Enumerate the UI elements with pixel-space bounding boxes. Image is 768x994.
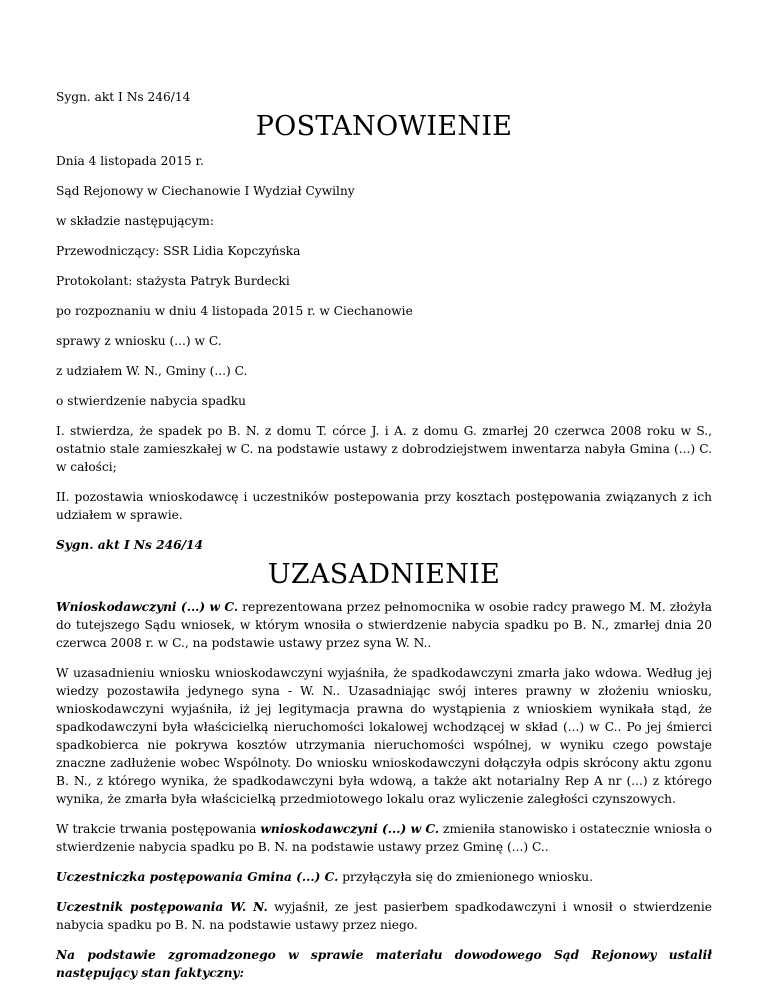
presiding-judge: Przewodniczący: SSR Lidia Kopczyńska	[56, 244, 301, 258]
participant-name: Uczestniczka postępowania Gmina (...) C.	[56, 870, 339, 884]
case-participants: z udziałem W. N., Gminy (...) C.	[56, 364, 248, 378]
ruling-point-1: I. stwierdza, że spadek po B. N. z domu T. córce J. i A. z domu G. zmarłej 20 czerwca 2008 roku w S., ostatnio stale zamieszkałej w C. na podstawie ustawy z dobrodziejstwem inwentarza nabyła Gmina (...) C. w całości;	[56, 424, 712, 474]
participant-name: Uczestnik postępowania W. N.	[56, 900, 268, 914]
justification-title: UZASADNIENIE	[267, 559, 501, 590]
justification-paragraph-5	[56, 898, 712, 934]
ruling-point-2: II. pozostawia wnioskodawcę i uczestników postepowania przy kosztach postępowania związanych z ich udziałem w sprawie.	[56, 490, 712, 522]
paragraph-text: zmieniła stanowisko i ostatecznie wniosła o stwierdzenie nabycia spadku po B. N. na podstawie ustawy przez Gminę (...) C..	[56, 822, 712, 854]
applicant-name: Wnioskodawczyni (...) w C.	[56, 600, 239, 614]
case-applicant: sprawy z wniosku (...) w C.	[56, 334, 222, 348]
court-name: Sąd Rejonowy w Ciechanowie I Wydział Cywilny	[56, 184, 355, 198]
paragraph-text: przyłączyła się do zmienionego wniosku.	[338, 870, 594, 884]
justification-paragraph-4	[56, 868, 712, 886]
justification-paragraph-3	[56, 820, 712, 856]
case-reference: Sygn. akt I Ns 246/14	[56, 90, 191, 104]
paragraph-text: wyjaśnił, ze jest pasierbem spadkodawczyni i wnosił o stwierdzenie nabycia spadku po B. N. na podstawie ustawy przez niego.	[56, 900, 712, 932]
hearing-line: po rozpoznaniu w dniu 4 listopada 2015 r. w Ciechanowie	[56, 304, 413, 318]
findings-heading: Na podstawie zgromadzonego w sprawie materiału dowodowego Sąd Rejonowy ustalił następujący stan faktyczny:	[56, 948, 712, 980]
court-clerk: Protokolant: stażysta Patryk Burdecki	[56, 274, 290, 288]
applicant-name: wnioskodawczyni (...) w C.	[260, 822, 440, 836]
case-subject: o stwierdzenie nabycia spadku	[56, 394, 247, 408]
justification-paragraph-1	[56, 598, 712, 652]
date-line: Dnia 4 listopada 2015 r.	[56, 154, 204, 168]
justification-case-reference: Sygn. akt I Ns 246/14	[56, 538, 204, 552]
composition-heading: w składzie następującym:	[56, 214, 214, 228]
paragraph-text: reprezentowana przez pełnomocnika w osobie radcy prawego M. M. złożyła do tutejszego Sądu wniosek, w którym wnosiła o stwierdzenie nabycia spadku po B. N., zmarłej dnia 20 czerwca 2008 r. w C., na podstawie ustawy przez syna W. N..	[56, 600, 712, 650]
document-title: POSTANOWIENIE	[255, 111, 513, 142]
justification-paragraph-2: W uzasadnieniu wniosku wnioskodawczyni wyjaśniła, że spadkodawczyni zmarła jako wdowa. Według jej wiedzy pozostawiła jedynego syna - W. N.. Uzasadniając swój interes prawny w złożeniu wniosku, wnioskodawczyni wyjaśniła, iż jej legitymacja prawna do wystąpienia z wnioskiem wynikała stąd, że spadkodawczyni była właścicielką nieruchomości lokalowej wchodzącej w skład (...) w C.. Po jej śmierci spadkobierca nie pokrywa kosztów utrzymania nieruchomości wspólnej, w wyniku czego powstaje znaczne zadłużenie wobec Wspólnoty. Do wniosku wnioskodawczyni dołączyła odpis skrócony aktu zgonu B. N., z którego wynika, że spadkodawczyni była wdową, a także akt notarialny Rep A nr (...) z którego wynika, że zmarła była właścicielką przedmiotowego lokalu oraz wyliczenie zaległości czynszowych.	[56, 666, 712, 806]
paragraph-text: W trakcie trwania postępowania	[56, 822, 261, 836]
